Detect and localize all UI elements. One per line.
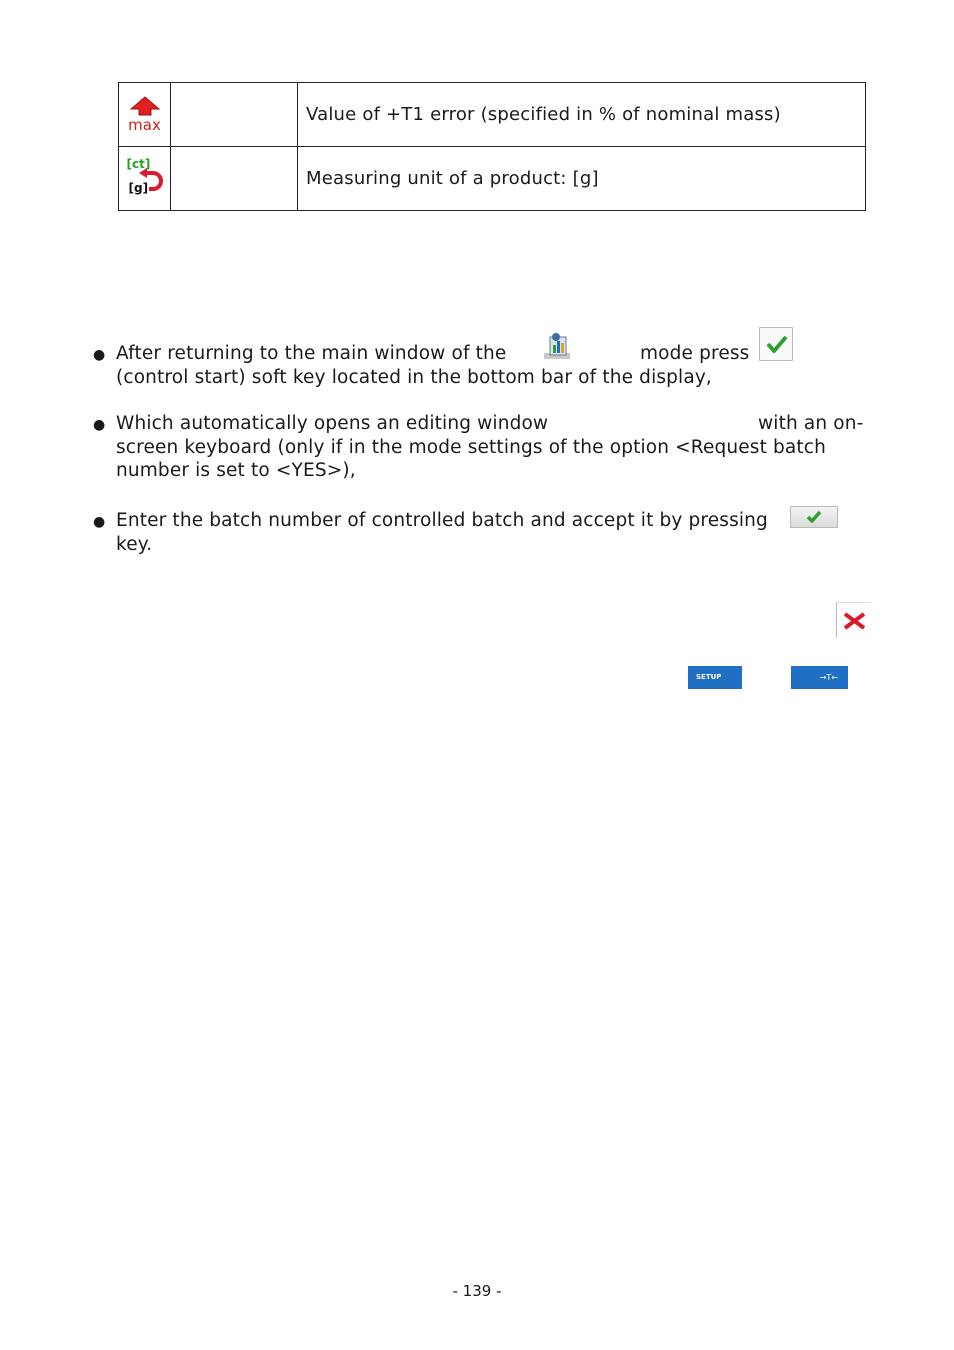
bullet1-text-part2: mode press: [640, 343, 750, 364]
cancel-key[interactable]: [836, 602, 871, 638]
bullet-dot: ●: [93, 347, 106, 363]
icon-cell: [119, 147, 171, 211]
close-icon: [837, 603, 871, 637]
unit-g-label: [g]: [128, 180, 149, 195]
bullet3-text-line2: key.: [116, 534, 153, 555]
tare-key-label: →T←: [819, 673, 838, 682]
setup-key[interactable]: [688, 666, 742, 689]
checkmark-icon: [791, 507, 837, 527]
unit-ct-label: [ct]: [126, 156, 151, 171]
table-row: [119, 83, 866, 147]
row-description: Value of +T1 error (specified in % of nominal mass): [298, 83, 866, 147]
bullet3-text-line1: Enter the batch number of controlled batch and accept it by pressing: [116, 510, 768, 531]
max-icon-label: max: [128, 115, 161, 134]
bullet2-text-part1: Which automatically opens an editing window: [116, 413, 549, 434]
unit-ct-g-icon: [125, 155, 165, 199]
control-start-key[interactable]: [759, 327, 793, 361]
bullet-dot: ●: [93, 514, 106, 530]
bullet1-text-line2: (control start) soft key located in the bottom bar of the display,: [116, 367, 712, 388]
bullet-dot: ●: [93, 417, 106, 433]
max-arrow-up-icon: [125, 96, 165, 133]
bullet1-text-part1: After returning to the main window of the: [116, 343, 507, 364]
row-description: Measuring unit of a product: [g]: [298, 147, 866, 211]
empty-cell: [171, 147, 298, 211]
tare-key[interactable]: [791, 666, 848, 689]
accept-key[interactable]: [790, 506, 838, 528]
bullet2-text-line3: number is set to <YES>),: [116, 460, 356, 481]
setup-key-label: SETUP: [696, 673, 722, 681]
checkweighing-mode-icon: [542, 331, 574, 365]
bullet2-text-line2: screen keyboard (only if in the mode settings of the option <Request batch: [116, 437, 827, 458]
icon-cell: [119, 83, 171, 147]
checkmark-icon: [760, 328, 792, 360]
page-number: - 139 -: [452, 1282, 502, 1300]
empty-cell: [171, 83, 298, 147]
parameter-table: [118, 82, 866, 211]
table-row: [119, 147, 866, 211]
bullet2-text-part2: with an on-: [758, 413, 864, 434]
